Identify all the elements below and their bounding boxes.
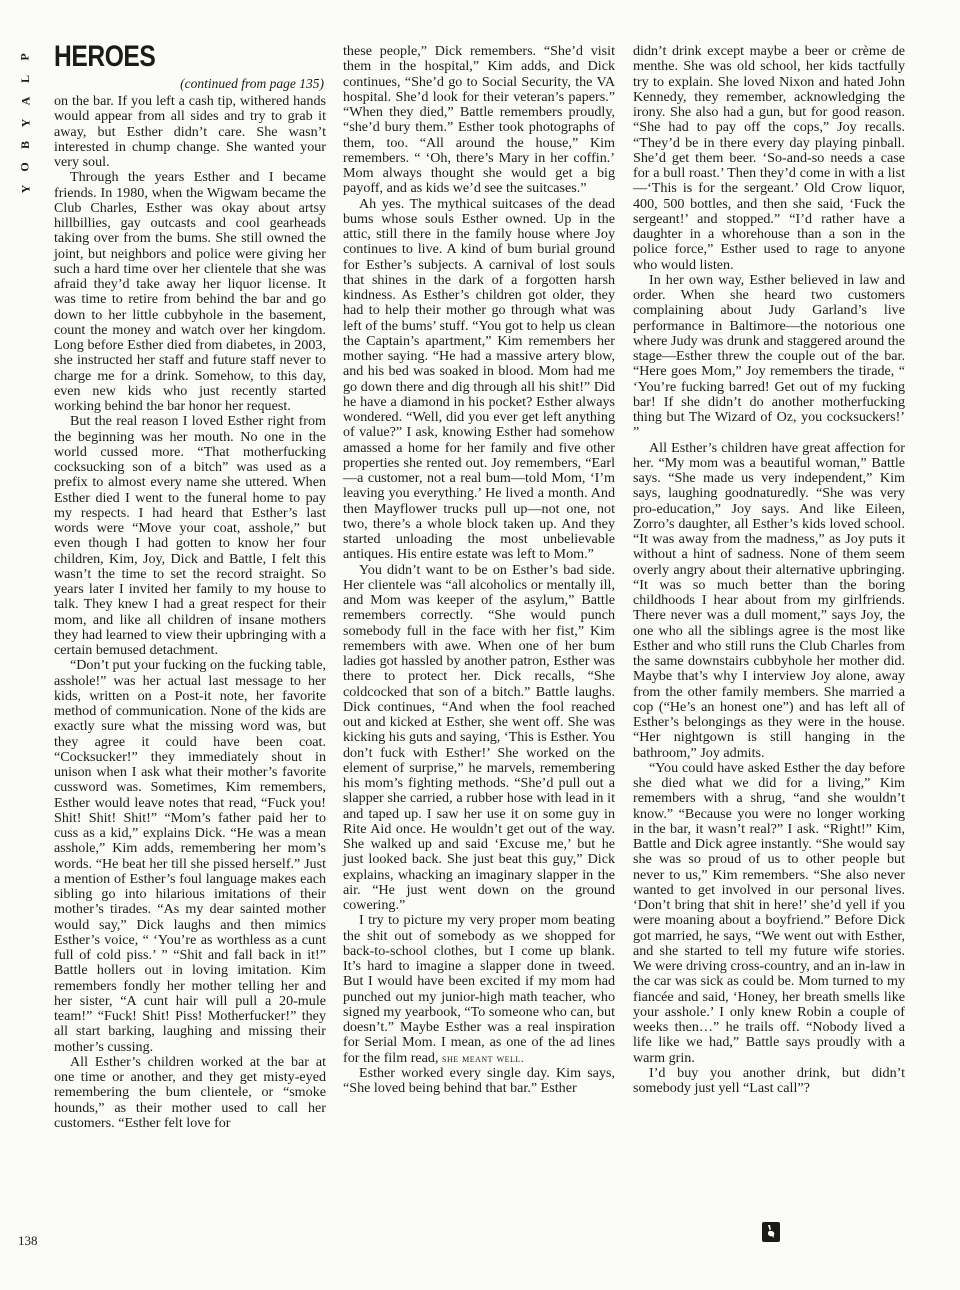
text-column-3 [633, 44, 905, 1096]
sidebar-letter: A [17, 96, 32, 106]
text-column-1 [54, 94, 326, 1131]
page-number: 138 [18, 1233, 38, 1248]
paragraph-text: I try to picture my very proper mom beating the shit out of somebody as we shopped for back-to-school clothes, but I come up blank. It’s hard to imagine a slapper done in tweed. But I would have been excited if my mom had punched out my junior-high math teacher, who signed my yearbook, “To someone who can, but doesn’t.” Maybe Esther was a real inspiration for Serial Mom. I mean, as one of the ad lines for the film read, [343, 912, 615, 1066]
paragraph: Through the years Esther and I became friends. In 1980, when the Wigwam became the Club Charles, Esther was okay about artsy hillbillies, gay outcasts and cool gearheads taking over from the bums. She still owned the joint, but neighbors and police were giving her such a hard time over her clientele that she was afraid they’d take away her liquor license. It was time to retire from behind the bar and go down to her little cubbyhole in the basement, count the money and watch over her kingdom. Long before Esther died from diabetes, in 2003, she instructed her staff and future staff never to charge me for a drink. Somehow, to this day, even new kids who just recently started working behind the bar honor her request. [54, 169, 326, 414]
paragraph: “You could have asked Esther the day before she died what we did for a living,” Kim remembers with a shrug, “and she wouldn’t know.” “Because you were no longer working in the bar, it wasn’t real?” I ask. “Right!” Kim, Battle and Dick agree instantly. “She would say she was so proud of us to other people but never to us,” Kim remembers. “She also never wanted to get involved in our personal lives. ‘Don’t bring that shit in here!’ she’d yell if you were moaning about a boyfriend.” Before Dick got married, he says, “We went out with Esther, and she started to tell my future wife stories. We were driving cross-country, and an in-law in the car was sick as could be. Mom turned to my fiancée and said, ‘Honey, her breath smells like your asshole.’ I only knew Robin a couple of weeks then…” he trails off. “Nobody lived a life like we had,” Battle says proudly with a warm grin. [633, 759, 905, 1066]
paragraph: these people,” Dick remembers. “She’d visit them in the hospital,” Kim adds, and Dick continues, “She’d go to Social Security, the VA hospital. She’d look for their veteran’s papers.” “When they died,” Battle remembers proudly, “she’d bury them.” Esther took photographs of them, too. “All around the house,” Kim remembers. “ ‘Oh, there’s Mary in her coffin.’ Mom always thought she would get a big payoff, and as kids we’d see the suitcases.” [343, 43, 615, 197]
article-heading: HEROES [54, 40, 156, 73]
paragraph: “Don’t put your fucking on the fucking table, asshole!” was her actual last message to her kids, written on a Post-it note, her favorite method of communication. None of the kids are exactly sure what the missing word was, but they agree it could have been coat. “Cocksucker!” they immediately shout in unison when I ask what their mother’s favorite cussword was. Sometimes, Kim remembers, Esther would leave notes that read, “Fuck you! Shit! Shit! Shit!” “Mom’s father paid her to cuss as a kid,” explains Dick. “He was a mean asshole,” Kim adds, remembering her mom’s words. “He beat her till she pissed herself.” Just a mention of Esther’s foul language makes each sibling go into hilarious imitations of their mother’s tirades. “As my dear sainted mother would say,” Dick laughs and then mimics Esther’s voice, “ ‘You’re as worthless as a cunt full of cold piss.’ ” “Shit and fall back in it!” Battle hollers out in loving imitation. Kim remembers fondly her mother telling her and her sister, “A cunt hair will pull a 20-mule team!” “Fuck! Shit! Piss! Motherfucker!” they all start barking, laughing and missing their mother’s cussing. [54, 657, 326, 1055]
sidebar-letter: L [17, 74, 32, 84]
sidebar-letter: Y [17, 118, 32, 128]
paragraph: All Esther’s children have great affection for her. “My mom was a beautiful woman,” Battle says. “She made us very independent,” Kim says, laughing goodnaturedly. “She was very pro-education,” Joy says. And like Eileen, Zorro’s daughter, all Esther’s kids loved school. “It was away from the madness,” as Joy puts it without a hint of sadness. None of them seem overly angry about their alternative upbringing. “It was so much better than the boring childhoods I hear about from my girlfriends. There never was a dull moment,” says Joy, the one who all the siblings agree is the most like Esther and who still runs the Club Charles from the same downstairs cubbyhole her mother did. Maybe that’s why I interview Joy alone, away from the other family members. She married a cop (“He’s an honest one”) and has left all of Esther’s belongings as they were in the house. “Her nightgown is still hanging in the bathroom,” Joy admits. [633, 439, 905, 761]
paragraph: I’d buy you another drink, but didn’t somebody just yell “Last call”? [633, 1064, 905, 1096]
sidebar-letter: P [18, 53, 32, 61]
sidebar-letter: Y [17, 184, 32, 194]
continuation-note: (continued from page 135) [180, 76, 324, 91]
sidebar-letter: B [17, 140, 32, 150]
paragraph: All Esther’s children worked at the bar at one time or another, and they get misty-eyed remembering the bum clientele, or “smoke hounds,” as their mother used to call her customers. “Esther felt love for [54, 1053, 326, 1131]
paragraph: But the real reason I loved Esther right from the beginning was her mouth. No one in the world cussed more. “That motherfucking cocksucking son of a bitch” was used as a prefix to almost every name she uttered. When Esther died I went to the funeral home to pay my respects. I had heard that Esther’s last words were “Move your coat, asshole,” but even though I had gotten to know her four children, Kim, Joy, Dick and Battle, I felt this wasn’t the time to set the record straight. So years later I invited her family to my house to talk. They knew I had a great respect for their mom, and like all children of insane mothers they had learned to view their upbringing with a certain bemused detachment. [54, 413, 326, 658]
paragraph: Ah yes. The mythical suitcases of the dead bums whose souls Esther owned. Up in the attic, still there in the family house where Joy continues to live. A kind of bum burial ground for Esther’s subjects. A carnival of lost souls that shines in the dark of a forgotten harsh kindness. As Esther’s children got older, they had to help their mother go through what was left of the bums’ stuff. “You got to help us clean the Captain’s apartment,” Kim remembers her mother saying. “He had a massive artery blow, and his bed was soaked in blood. Mom had me go down there and dig through all his shit!” Did he have a diamond in his pocket? Esther always wondered. “Well, did you ever get left anything of value?” I ask, knowing Esther had somehow amassed a home for her family and five other properties she rented out. Joy remembers, “Earl—a customer, not a real bum—told Mom, ‘I’m leaving you everything.’ He lived a month. And then Mayflower trucks pull up—not one, not two, there’s a whole block taken up. And they started unloading the most unbelievable antiques. His entire estate was left to Mom.” [343, 195, 615, 563]
paragraph: In her own way, Esther believed in law and order. When she heard two customers complaining about Judy Garland’s live performance in Baltimore—the notorious one where Judy was drunk and staggered around the stage—Esther threw the couple out of the bar. “Here goes Mom,” Joy remembers the tirade, “ ‘You’re fucking barred! Get out of my fucking bar! If she didn’t do another motherfucking thing but The Wizard of Oz, you cocksuckers!’ ” [633, 271, 905, 441]
text-column-2 [343, 44, 615, 1096]
magazine-sidebar [14, 46, 36, 200]
paragraph: didn’t drink except maybe a beer or crème de menthe. She was old school, her kids tactfully try to explain. She loved Nixon and hated John Kennedy, they remember, acknowledging the irony. She also had a gun, but for good reason. “She had to pay off the cops,” Joy recalls. “They’d be in there every day playing pinball. She’d get them beer. ‘So-and-so needs a case for a bull roast.’ Then they’d come in with a list—‘This is for the sergeant.’ Old Crow liquor, 400, 500 bottles, and then she said, ‘Fuck the sergeant!’ and stopped.” “I’d rather have a daughter in a whorehouse than a son in the police force,” Esther used to rage to anyone who would listen. [633, 43, 905, 273]
bunny-logo-icon [762, 1222, 780, 1242]
sidebar-letter: O [18, 162, 32, 172]
paragraph [343, 913, 615, 1066]
ad-line: she meant well. [442, 1050, 525, 1065]
paragraph: on the bar. If you left a cash tip, withered hands would appear from all sides and try to grab it away, but Esther didn’t care. She wasn’t interested in chump change. She wanted your very soul. [54, 93, 326, 170]
paragraph: You didn’t want to be on Esther’s bad side. Her clientele was “all alcoholics or mentally ill, and Mom was keeper of the asylum,” Battle remembers correctly. “She would punch somebody full in the face with her fist,” Kim remembers with awe. When one of her bum ladies got hassled by another patron, Esther was there to protect her. Dick recalls, “She coldcocked that son of a bitch.” Battle laughs. Dick continues, “And when the fool reached out and kicked at Esther, she went off. She was kicking his guts and saying, ‘This is Esther. You don’t fuck with Esther!’ She worked on the element of surprise,” he marvels, remembering his mom’s fighting methods. “She’d pull out a slapper she carried, a rubber hose with lead in it and taped up. I saw her use it on some guy in Rite Aid once. He wouldn’t get out of the way. She walked up and said ‘Excuse me,’ but he just looked back. She just beat this guy,” Dick explains, whacking an imaginary slapper in the air. “He just went down on the ground cowering.” [343, 561, 615, 913]
paragraph: Esther worked every single day. Kim says, “She loved being behind that bar.” Esther [343, 1064, 615, 1096]
